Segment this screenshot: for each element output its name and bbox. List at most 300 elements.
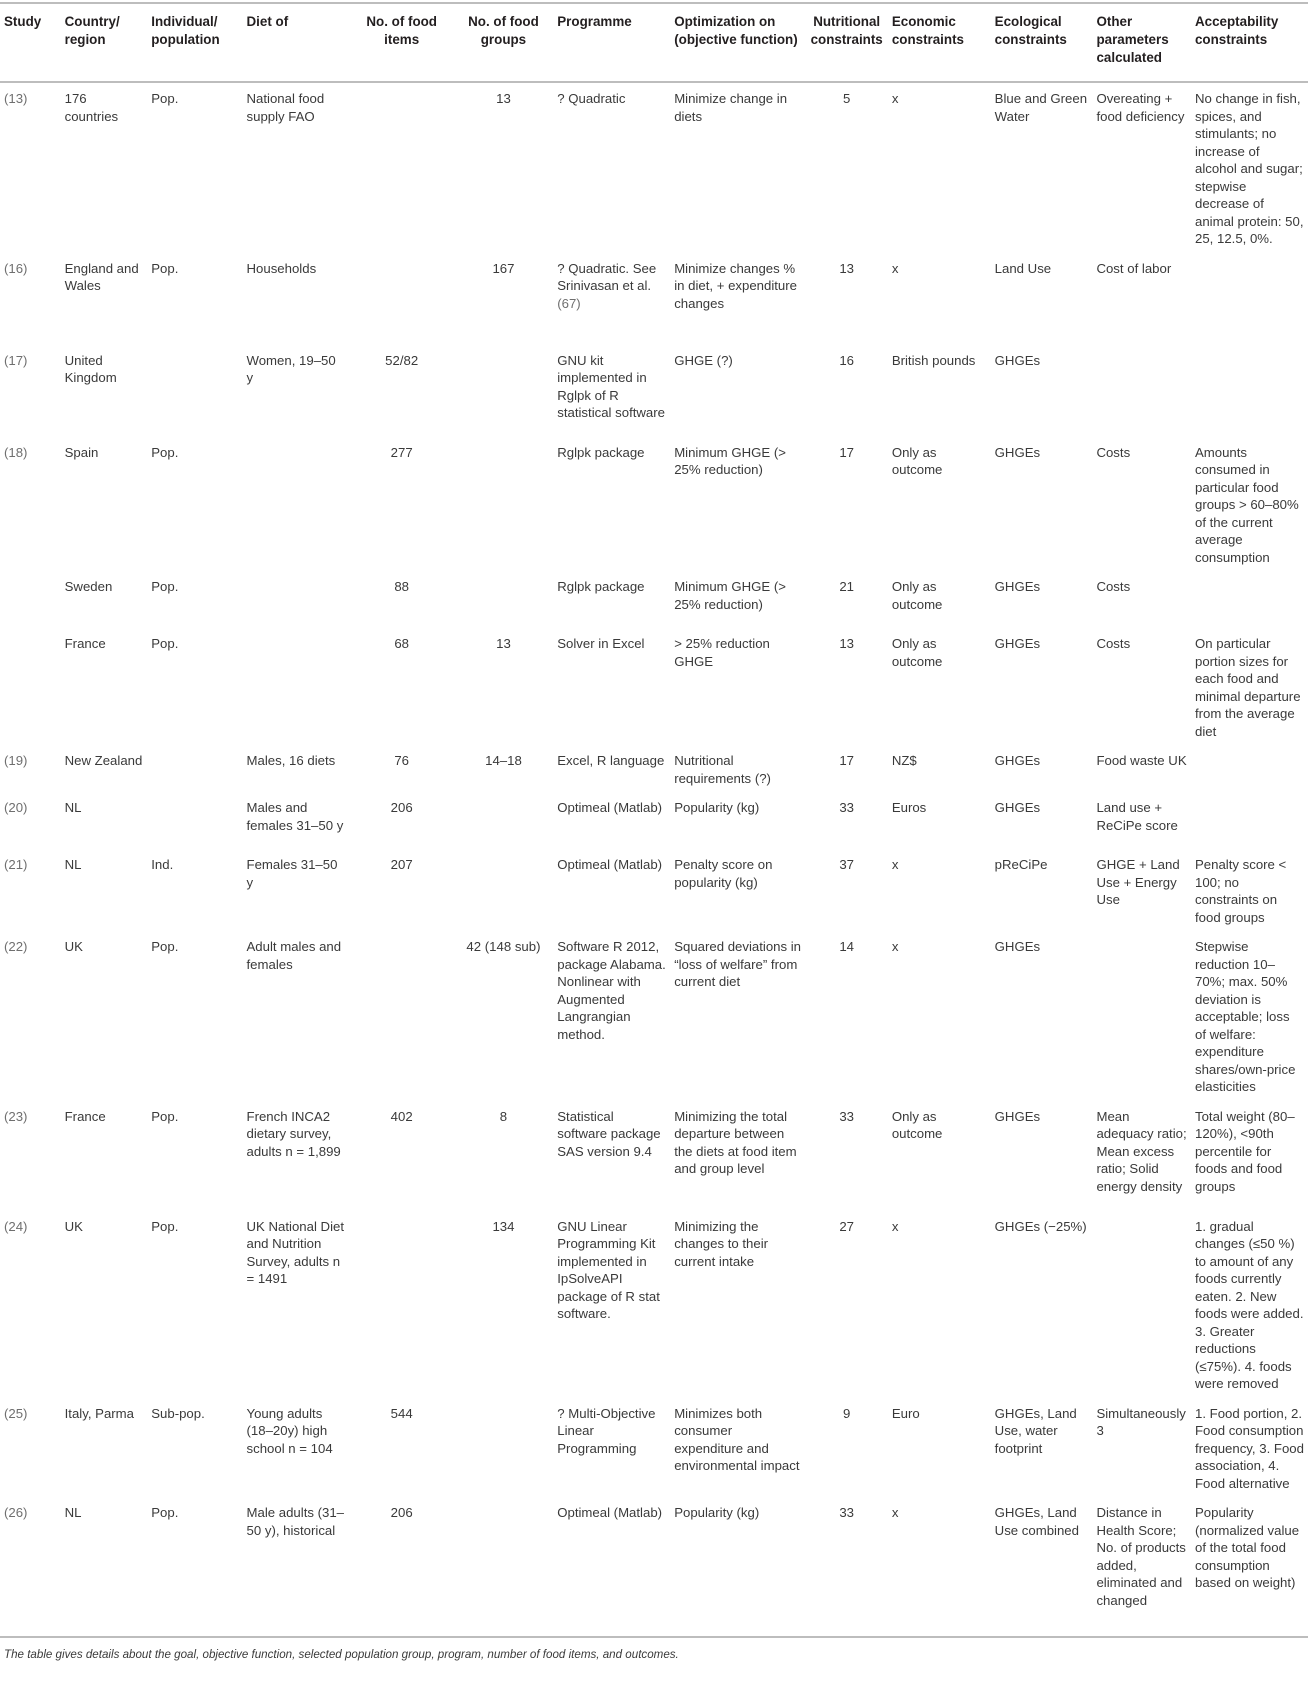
reference-link[interactable]: (22) xyxy=(4,939,28,954)
table-row xyxy=(0,345,1308,437)
cell-text: 13 xyxy=(839,636,854,651)
cell-programme xyxy=(553,1398,670,1498)
cell-text: Women, 19–50 y xyxy=(246,352,336,385)
cell-text: x xyxy=(891,939,899,954)
cell-study[interactable] xyxy=(0,1497,61,1637)
cell-text: 8 xyxy=(499,1108,508,1124)
cell-food-groups xyxy=(454,82,554,253)
cell-other xyxy=(1092,1101,1191,1211)
cell-acceptability xyxy=(1191,792,1308,849)
cell-text: Minimize change in diets xyxy=(674,91,788,124)
cell-text: UK xyxy=(64,1218,83,1234)
cell-text: Penalty score < 100; no constraints on food groups xyxy=(1194,857,1287,925)
cell-ecological xyxy=(991,253,1093,345)
table-footnote: The table gives details about the goal, objective function, selected population group, program, number of food items, and outcomes. xyxy=(4,1648,679,1661)
cell-food-items xyxy=(350,253,454,345)
cell-economic xyxy=(888,931,991,1101)
reference-link[interactable]: (24) xyxy=(4,1218,28,1234)
cell-ecological xyxy=(991,437,1093,572)
cell-text: No change in fish, spices, and stimulants; no increase of alcohol and sugar; stepwise decrease of animal protein: 50, 25, 12.5, 0%. xyxy=(1194,91,1304,246)
cell-text: GHGEs xyxy=(994,800,1041,815)
cell-ecological xyxy=(991,849,1093,931)
cell-country xyxy=(61,1497,148,1637)
reference-link[interactable]: (13) xyxy=(4,91,28,106)
cell-text: 68 xyxy=(394,636,409,651)
cell-text: Stepwise reduction 10–70%; max. 50% deviation is acceptable; loss of welfare: expenditure shares/own-price elasticities xyxy=(1194,939,1296,1094)
cell-text: United Kingdom xyxy=(64,352,117,385)
cell-food-groups xyxy=(454,1398,554,1498)
cell-text: 17 xyxy=(839,753,854,768)
cell-text: Sub-pop. xyxy=(151,1405,205,1421)
cell-individual xyxy=(147,571,242,628)
cell-country xyxy=(61,1211,148,1398)
cell-other xyxy=(1092,1398,1191,1498)
cell-text: 207 xyxy=(390,857,413,872)
cell-text: 134 xyxy=(492,1218,515,1234)
cell-economic xyxy=(888,1497,991,1637)
cell-other xyxy=(1092,82,1191,253)
cell-other xyxy=(1092,571,1191,628)
cell-text: Euro xyxy=(891,1405,920,1421)
cell-text: 42 (148 sub) xyxy=(466,939,541,954)
cell-ecological xyxy=(991,571,1093,628)
cell-text: Rglpk package xyxy=(557,579,645,594)
cell-other xyxy=(1092,345,1191,437)
cell-country xyxy=(61,1101,148,1211)
cell-text: 13 xyxy=(496,636,511,651)
cell-text: Spain xyxy=(64,444,99,460)
cell-optimization xyxy=(670,1211,805,1398)
cell-text: x xyxy=(891,91,899,106)
cell-study[interactable] xyxy=(0,1211,61,1398)
cell-food-items xyxy=(350,1211,454,1398)
cell-diet xyxy=(243,82,350,253)
cell-food-groups xyxy=(454,571,554,628)
cell-text: GHGEs xyxy=(994,939,1041,954)
table-row xyxy=(0,792,1308,849)
cell-economic xyxy=(888,82,991,253)
cell-individual xyxy=(147,931,242,1101)
cell-individual xyxy=(147,849,242,931)
cell-text: Pop. xyxy=(151,636,179,651)
cell-programme xyxy=(553,628,670,745)
cell-diet xyxy=(243,253,350,345)
cell-study xyxy=(0,571,61,628)
cell-acceptability xyxy=(1191,1497,1308,1637)
cell-food-items xyxy=(350,628,454,745)
table-row xyxy=(0,82,1308,253)
table-row xyxy=(0,437,1308,572)
header-nutritional: Nutritional constraints xyxy=(810,14,883,47)
cell-acceptability xyxy=(1191,82,1308,253)
cell-text: Squared deviations in “loss of welfare” from current diet xyxy=(674,939,802,989)
cell-text: Optimeal (Matlab) xyxy=(557,800,663,815)
header-ecological: Ecological constraints xyxy=(994,14,1067,47)
cell-study[interactable] xyxy=(0,792,61,849)
cell-food-groups xyxy=(454,745,554,792)
cell-food-groups xyxy=(454,849,554,931)
cell-text: 544 xyxy=(390,1405,413,1421)
cell-food-items xyxy=(350,345,454,437)
cell-country xyxy=(61,1398,148,1498)
cell-text: Popularity (kg) xyxy=(674,1505,760,1520)
cell-text: Minimum GHGE (> 25% reduction) xyxy=(674,579,786,612)
cell-individual xyxy=(147,82,242,253)
header-acceptability: Acceptability constraints xyxy=(1194,14,1279,47)
cell-programme xyxy=(553,931,670,1101)
cell-ecological xyxy=(991,1398,1093,1498)
cell-acceptability xyxy=(1191,437,1308,572)
cell-text: 402 xyxy=(390,1108,413,1124)
cell-study[interactable] xyxy=(0,253,61,345)
cell-country xyxy=(61,253,148,345)
cell-text: Pop. xyxy=(151,1218,179,1234)
cell-economic xyxy=(888,253,991,345)
reference-link[interactable]: (17) xyxy=(4,352,28,368)
cell-text: GHGEs (−25%) xyxy=(994,1218,1087,1234)
reference-link[interactable]: (21) xyxy=(4,857,28,872)
cell-country xyxy=(61,82,148,253)
cell-text: Simultaneously 3 xyxy=(1096,1405,1186,1438)
cell-text: Penalty score on popularity (kg) xyxy=(674,857,773,890)
cell-study[interactable] xyxy=(0,82,61,253)
cell-individual xyxy=(147,745,242,792)
cell-text: GHGEs xyxy=(994,352,1041,368)
cell-food-items xyxy=(350,1398,454,1498)
cell-country xyxy=(61,437,148,572)
cell-acceptability xyxy=(1191,849,1308,931)
cell-individual xyxy=(147,1211,242,1398)
cell-ecological xyxy=(991,345,1093,437)
cell-acceptability xyxy=(1191,1101,1308,1211)
cell-text: x xyxy=(891,1218,899,1234)
cell-text: Food waste UK xyxy=(1096,753,1187,768)
cell-text: NL xyxy=(64,1505,82,1520)
reference-link[interactable]: (20) xyxy=(4,800,28,815)
header-country: Country/ region xyxy=(64,14,120,47)
cell-other xyxy=(1092,437,1191,572)
cell-optimization xyxy=(670,628,805,745)
cell-text: Sweden xyxy=(64,579,113,594)
cell-text: GHGEs, Land Use, water footprint xyxy=(994,1405,1077,1456)
cell-text: NL xyxy=(64,857,82,872)
cell-text: GHGEs, Land Use combined xyxy=(994,1505,1079,1538)
cell-text: > 25% reduction GHGE xyxy=(674,636,770,669)
cell-ecological xyxy=(991,792,1093,849)
cell-text: Minimizes both consumer expenditure and environmental impact xyxy=(674,1405,800,1473)
cell-study[interactable] xyxy=(0,1101,61,1211)
cell-acceptability xyxy=(1191,345,1308,437)
cell-other xyxy=(1092,1497,1191,1637)
cell-text: GHGE + Land Use + Energy Use xyxy=(1096,857,1180,907)
cell-text: ? Quadratic. See Srinivasan et al. xyxy=(557,260,657,293)
table-row xyxy=(0,1398,1308,1498)
cell-diet xyxy=(243,1211,350,1398)
cell-individual xyxy=(147,628,242,745)
cell-nutritional xyxy=(806,1497,888,1637)
cell-text: Land use + ReCiPe score xyxy=(1096,800,1178,833)
cell-text: GNU Linear Programming Kit implemented in IpSolveAPI package of R stat software. xyxy=(557,1218,660,1321)
header-individual: Individual/ population xyxy=(151,14,220,47)
cell-text: Pop. xyxy=(151,939,179,954)
cell-text: GHGE (?) xyxy=(674,352,733,368)
header-diet: Diet of xyxy=(246,14,289,29)
cell-country xyxy=(61,345,148,437)
cell-ecological xyxy=(991,745,1093,792)
cell-individual xyxy=(147,437,242,572)
cell-text: 167 xyxy=(492,260,515,276)
cell-individual xyxy=(147,1497,242,1637)
cell-programme xyxy=(553,345,670,437)
cell-text: 33 xyxy=(839,1505,854,1520)
cell-text: Software R 2012, package Alabama. Nonlinear with Augmented Langrangian method. xyxy=(557,939,666,1042)
cell-text: National food supply FAO xyxy=(246,91,325,124)
cell-text: 14 xyxy=(839,939,854,954)
cell-text: GHGEs xyxy=(994,444,1041,460)
cell-economic xyxy=(888,345,991,437)
cell-food-groups xyxy=(454,345,554,437)
reference-link[interactable]: (23) xyxy=(4,1108,28,1124)
cell-ecological xyxy=(991,1101,1093,1211)
cell-other xyxy=(1092,1211,1191,1398)
cell-text: England and Wales xyxy=(64,260,139,293)
cell-food-items xyxy=(350,792,454,849)
cell-text: Males, 16 diets xyxy=(246,753,336,768)
cell-food-groups xyxy=(454,931,554,1101)
cell-diet xyxy=(243,437,350,572)
cell-ecological xyxy=(991,1211,1093,1398)
header-programme: Programme xyxy=(557,14,632,29)
cell-country xyxy=(61,792,148,849)
cell-study xyxy=(0,628,61,745)
cell-text: Optimeal (Matlab) xyxy=(557,1505,663,1520)
cell-food-items xyxy=(350,931,454,1101)
cell-nutritional xyxy=(806,931,888,1101)
cell-text: Minimum GHGE (> 25% reduction) xyxy=(674,444,786,477)
cell-food-items xyxy=(350,1497,454,1637)
cell-study[interactable] xyxy=(0,345,61,437)
table-row xyxy=(0,849,1308,931)
cell-economic xyxy=(888,1101,991,1211)
cell-text: Only as outcome xyxy=(891,444,943,477)
cell-programme xyxy=(553,1101,670,1211)
cell-text: 1. gradual changes (≤50 %) to amount of any foods currently eaten. 2. New foods were added. 3. Greater reductions (≤75%). 4. foods were removed xyxy=(1194,1218,1304,1391)
cell-text: Only as outcome xyxy=(891,1108,943,1141)
cell-country xyxy=(61,571,148,628)
cell-nutritional xyxy=(806,82,888,253)
cell-text: 37 xyxy=(839,857,854,872)
cell-programme xyxy=(553,1211,670,1398)
cell-individual xyxy=(147,792,242,849)
cell-text: New Zealand xyxy=(64,753,143,768)
cell-text: ? Multi-Objective Linear Programming xyxy=(557,1405,656,1456)
cell-food-groups xyxy=(454,1101,554,1211)
cell-nutritional xyxy=(806,253,888,345)
table-row xyxy=(0,628,1308,745)
cell-text: Land Use xyxy=(994,260,1052,276)
cell-food-groups xyxy=(454,1497,554,1637)
cell-text: Costs xyxy=(1096,636,1131,651)
cell-text: Only as outcome xyxy=(891,636,943,669)
cell-ecological xyxy=(991,82,1093,253)
header-study: Study xyxy=(4,14,42,29)
cell-food-items xyxy=(350,745,454,792)
cell-text: x xyxy=(891,260,899,276)
cell-text: Pop. xyxy=(151,1108,179,1124)
cell-text: GHGEs xyxy=(994,636,1041,651)
cell-nutritional xyxy=(806,345,888,437)
cell-other xyxy=(1092,745,1191,792)
cell-text: Popularity (normalized value of the total food consumption based on weight) xyxy=(1194,1505,1300,1590)
cell-optimization xyxy=(670,437,805,572)
cell-nutritional xyxy=(806,571,888,628)
cell-diet xyxy=(243,745,350,792)
cell-individual xyxy=(147,345,242,437)
cell-text: GHGEs xyxy=(994,1108,1041,1124)
cell-ecological xyxy=(991,628,1093,745)
cell-food-items xyxy=(350,849,454,931)
cell-optimization xyxy=(670,849,805,931)
cell-text: GHGEs xyxy=(994,753,1041,768)
cell-individual xyxy=(147,1101,242,1211)
cell-text: 17 xyxy=(839,444,854,460)
cell-food-items xyxy=(350,571,454,628)
cell-acceptability xyxy=(1191,571,1308,628)
table-body xyxy=(0,82,1308,1637)
reference-link[interactable]: (25) xyxy=(4,1405,28,1421)
cell-individual xyxy=(147,253,242,345)
diet-optimization-table xyxy=(0,2,1308,1638)
table-row xyxy=(0,745,1308,792)
cell-text: Minimize changes % in diet, + expenditure changes xyxy=(674,260,797,311)
cell-text: Rglpk package xyxy=(557,444,645,460)
cell-programme xyxy=(553,745,670,792)
cell-text: France xyxy=(64,1108,106,1124)
cell-nutritional xyxy=(806,628,888,745)
cell-country xyxy=(61,628,148,745)
cell-economic xyxy=(888,792,991,849)
cell-text: Optimeal (Matlab) xyxy=(557,857,663,872)
cell-text: 16 xyxy=(839,352,854,368)
cell-study[interactable] xyxy=(0,745,61,792)
cell-text: French INCA2 dietary survey, adults n = 1,899 xyxy=(246,1108,341,1159)
cell-ecological xyxy=(991,931,1093,1101)
cell-text: Blue and Green Water xyxy=(994,91,1088,124)
cell-study[interactable] xyxy=(0,931,61,1101)
cell-economic xyxy=(888,571,991,628)
cell-optimization xyxy=(670,1497,805,1637)
cell-text: Mean adequacy ratio; Mean excess ratio; Solid energy density xyxy=(1096,1108,1187,1194)
cell-food-groups xyxy=(454,628,554,745)
cell-text: Adult males and females xyxy=(246,939,342,972)
reference-link[interactable]: (18) xyxy=(4,444,28,460)
cell-nutritional xyxy=(806,1101,888,1211)
table-row xyxy=(0,1497,1308,1637)
reference-link[interactable]: (16) xyxy=(4,260,28,276)
reference-link[interactable]: (19) xyxy=(4,753,28,768)
cell-text: UK xyxy=(64,939,83,954)
cell-text: 52/82 xyxy=(385,352,419,368)
cell-text: Minimizing the total departure between the diets at food item and group level xyxy=(674,1108,797,1176)
header-food-groups: No. of food groups xyxy=(468,14,539,47)
cell-text: Households xyxy=(246,260,317,276)
cell-acceptability xyxy=(1191,1398,1308,1498)
cell-text: GHGEs xyxy=(994,579,1041,594)
cell-text: Minimizing the changes to their current intake xyxy=(674,1218,769,1269)
cell-text: Females 31–50 y xyxy=(246,857,338,890)
cell-food-items xyxy=(350,1101,454,1211)
cell-text: Distance in Health Score; No. of products added, eliminated and changed xyxy=(1096,1505,1186,1608)
cell-study[interactable] xyxy=(0,1398,61,1498)
cell-text: Pop. xyxy=(151,444,179,460)
cell-food-groups xyxy=(454,437,554,572)
cell-text: On particular portion sizes for each food and minimal departure from the average diet xyxy=(1194,636,1301,739)
cell-text: 206 xyxy=(390,800,413,815)
cell-text: 13 xyxy=(496,91,511,106)
cell-text: Euros xyxy=(891,800,927,815)
cell-text: 88 xyxy=(394,579,409,594)
cell-text: 27 xyxy=(839,1218,854,1234)
cell-optimization xyxy=(670,571,805,628)
cell-acceptability xyxy=(1191,628,1308,745)
cell-nutritional xyxy=(806,1211,888,1398)
cell-optimization xyxy=(670,253,805,345)
cell-economic xyxy=(888,1398,991,1498)
cell-study[interactable] xyxy=(0,437,61,572)
cell-text: Only as outcome xyxy=(891,579,943,612)
cell-study[interactable] xyxy=(0,849,61,931)
cell-text: Amounts consumed in particular food groups > 60–80% of the current average consumption xyxy=(1194,444,1299,565)
cell-text: Cost of labor xyxy=(1096,260,1172,276)
cell-text: Excel, R language xyxy=(557,753,665,768)
cell-food-groups xyxy=(454,253,554,345)
reference-link[interactable]: (26) xyxy=(4,1505,28,1520)
cell-country xyxy=(61,849,148,931)
cell-other xyxy=(1092,628,1191,745)
table-row xyxy=(0,1101,1308,1211)
table-row xyxy=(0,253,1308,345)
header-optimization: Optimization on (objective function) xyxy=(674,14,798,47)
cell-diet xyxy=(243,345,350,437)
cell-economic xyxy=(888,437,991,572)
cell-optimization xyxy=(670,82,805,253)
cell-text: UK National Diet and Nutrition Survey, adults n = 1491 xyxy=(246,1218,344,1286)
cell-diet xyxy=(243,849,350,931)
reference-link[interactable]: (67) xyxy=(557,295,581,311)
cell-acceptability xyxy=(1191,253,1308,345)
cell-text: Total weight (80–120%), <90th percentile for foods and food groups xyxy=(1194,1108,1295,1194)
cell-optimization xyxy=(670,1101,805,1211)
cell-text: x xyxy=(891,857,899,872)
cell-optimization xyxy=(670,931,805,1101)
cell-optimization xyxy=(670,345,805,437)
cell-country xyxy=(61,745,148,792)
cell-text: 206 xyxy=(390,1505,413,1520)
cell-text: Nutritional requirements (?) xyxy=(674,753,771,786)
cell-other xyxy=(1092,253,1191,345)
cell-text: Pop. xyxy=(151,91,179,106)
cell-other xyxy=(1092,931,1191,1101)
cell-text: 33 xyxy=(839,1108,854,1124)
cell-text: France xyxy=(64,636,106,651)
cell-programme xyxy=(553,1497,670,1637)
cell-text: 277 xyxy=(390,444,413,460)
cell-text: Pop. xyxy=(151,260,179,276)
cell-text: 1. Food portion, 2. Food consumption frequency, 3. Food association, 4. Food alternative xyxy=(1194,1405,1304,1491)
cell-text: Italy, Parma xyxy=(64,1405,135,1421)
cell-text: 76 xyxy=(394,753,409,768)
cell-text: Costs xyxy=(1096,444,1131,460)
